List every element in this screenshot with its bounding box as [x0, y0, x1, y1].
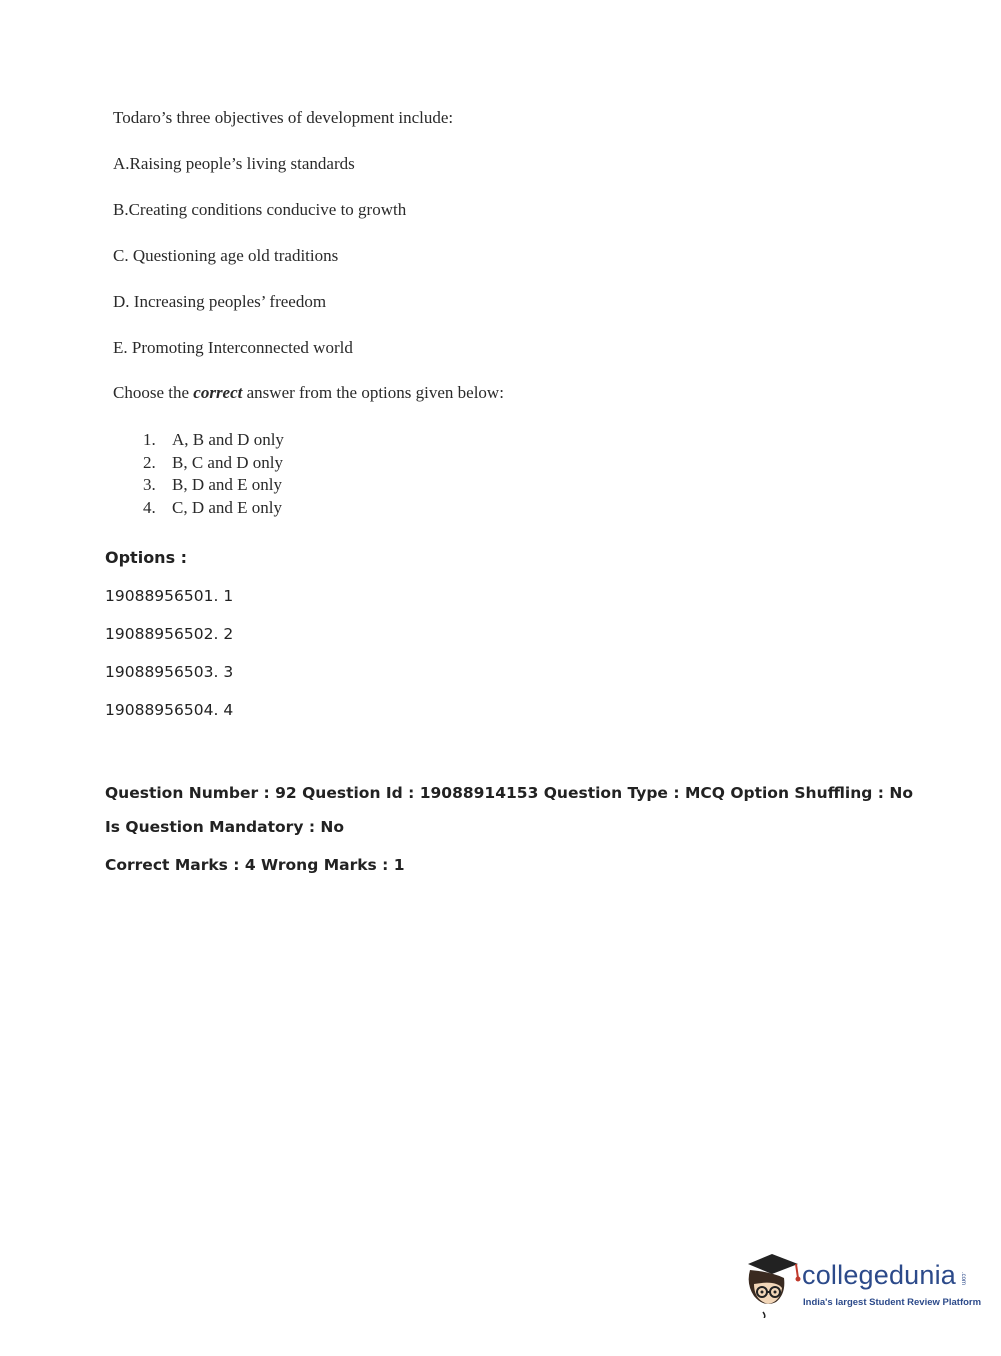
- choice-1: 1. A, B and D only: [143, 430, 284, 449]
- logo-com: .com: [960, 1272, 966, 1286]
- mascot-icon: [742, 1250, 802, 1318]
- statement-e: E. Promoting Interconnected world: [113, 338, 353, 357]
- choice-2: 2. B, C and D only: [143, 453, 283, 472]
- options-title: Options :: [105, 548, 188, 567]
- option-item-4: 19088956504. 4: [105, 701, 234, 719]
- instruction: Choose the correct answer from the options given below:: [113, 383, 504, 402]
- statement-c: C. Questioning age old traditions: [113, 246, 339, 265]
- collegedunia-logo: [742, 1250, 982, 1320]
- marks-line: Correct Marks : 4 Wrong Marks : 1: [105, 856, 405, 874]
- statement-d: D. Increasing peoples’ freedom: [113, 292, 327, 311]
- mandatory-line: Is Question Mandatory : No: [105, 818, 345, 836]
- statement-a: A.Raising people’s living standards: [113, 154, 355, 173]
- logo-tagline: India's largest Student Review Platform: [803, 1297, 982, 1308]
- question-meta-line: Question Number : 92 Question Id : 19088914153 Question Type : MCQ Option Shuffling : No: [105, 784, 913, 802]
- option-item-1: 19088956501. 1: [105, 587, 234, 605]
- statement-b: B.Creating conditions conducive to growth: [113, 200, 407, 219]
- question-stem: Todaro’s three objectives of development include:: [113, 108, 454, 127]
- choice-3: 3. B, D and E only: [143, 475, 283, 494]
- option-item-2: 19088956502. 2: [105, 625, 234, 643]
- choice-4: 4. C, D and E only: [143, 498, 283, 517]
- logo-wordmark: collegedunia: [802, 1260, 957, 1290]
- option-item-3: 19088956503. 3: [105, 663, 234, 681]
